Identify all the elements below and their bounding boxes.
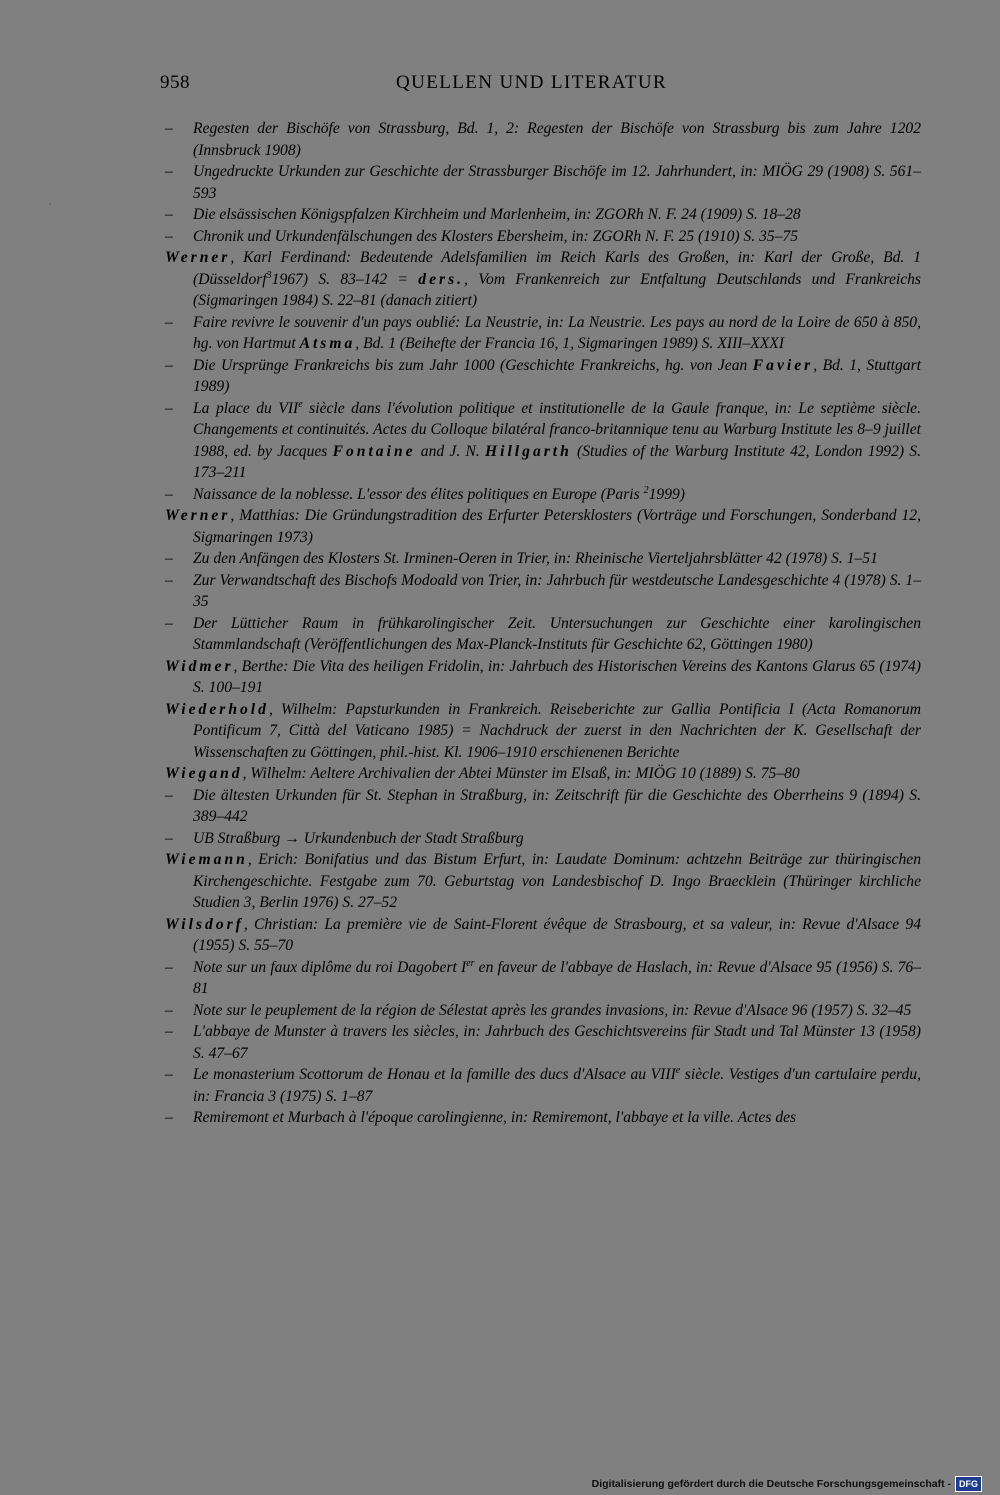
author-name: Hillgarth xyxy=(485,442,572,460)
dash-bullet: – xyxy=(165,1001,173,1019)
bib-entry-continuation xyxy=(165,828,921,850)
scan-speck xyxy=(49,203,51,205)
entry-text: Die elsässischen Königspfalzen Kirchheim und Marlenheim, in: ZGORh N. F. 24 (1909) S. 18–28 xyxy=(193,206,801,223)
entry-text: 1967) S. 83–142 = xyxy=(271,270,419,288)
bib-entry-continuation xyxy=(165,1107,921,1129)
dash-bullet: – xyxy=(165,571,173,589)
dash-bullet: – xyxy=(165,1066,173,1083)
dash-bullet: – xyxy=(165,1023,173,1040)
entry-text: Zur Verwandtschaft des Bischofs Modoald von Trier, in: Jahrbuch für westdeutsche Landesgeschichte 4 (1978) S. 1–35 xyxy=(193,571,921,610)
entry-text: Le monasterium Scottorum de Honau et la famille des ducs d'Alsace au VIII xyxy=(193,1066,676,1083)
entry-text: La place du VII xyxy=(193,399,299,417)
entry-text: Chronik und Urkundenfälschungen des Klosters Ebersheim, in: ZGORh N. F. 25 (1910) S. 35–75 xyxy=(193,227,799,245)
dash-bullet: – xyxy=(165,614,173,632)
entry-text: , Vom Frankenreich zur Entfaltung Deutschlands und Frankreichs (Sigmaringen 1984) S. 22–81 (danach zitiert) xyxy=(193,270,921,309)
entry-text: siècle. Vestiges d'un cartulaire perdu, in: Francia 3 (1975) S. 1–87 xyxy=(193,1066,921,1105)
entry-text: , Erich: Bonifatius und das Bistum Erfurt, in: Laudate Dominum: achtzehn Beiträge zur thüringischen Kirchengeschichte. Festgabe zum 70. Geburtstag von Landesbischof D. Ingo Braecklein (Thüringer kirchliche Studien 3, Berlin 1976) S. 27–52 xyxy=(193,851,921,911)
dash-bullet: – xyxy=(165,1109,173,1126)
dash-bullet: – xyxy=(165,163,173,180)
entry-text: , Matthias: Die Gründungstradition des Erfurter Petersklosters (Vorträge und Forschungen, Sonderband 12, Sigmaringen 1973) xyxy=(193,507,921,546)
author-name: Wiemann xyxy=(165,851,248,868)
entry-text: Der Lütticher Raum in frühkarolingischer Zeit. Untersuchungen zur Geschichte einer karolingischen Stammlandschaft (Veröffentlichungen des Max-Planck-Instituts für Geschichte 62, Göttingen 1980) xyxy=(193,614,921,653)
page-number: 958 xyxy=(160,72,190,93)
author-name: Wiegand xyxy=(165,765,243,782)
entry-text: Note sur un faux diplôme du roi Dagobert I xyxy=(193,958,467,976)
superscript: 2 xyxy=(643,484,649,496)
dash-bullet: – xyxy=(165,120,173,137)
entry-text: 1999) xyxy=(648,485,685,503)
running-head: QUELLEN UND LITERATUR xyxy=(396,72,668,93)
bib-entry-continuation xyxy=(165,785,921,828)
author-name: Wilsdorf xyxy=(165,915,244,933)
author-name: Atsma xyxy=(299,335,356,352)
bib-entry-author xyxy=(165,699,921,764)
bib-entry-continuation xyxy=(165,226,921,248)
entry-text: and J. N. xyxy=(415,442,486,460)
bib-entry-author xyxy=(165,763,921,785)
superscript: e xyxy=(298,398,303,410)
entry-text: (Studies of the Warburg Institute 42, London 1992) S. 173–211 xyxy=(193,442,922,481)
footer-text: Digitalisierung gefördert durch die Deutsche Forschungsgemeinschaft - xyxy=(591,1478,951,1490)
author-name: Wiederhold xyxy=(165,700,269,718)
author-name: Werner xyxy=(165,507,231,524)
dash-bullet: – xyxy=(165,313,173,331)
dash-bullet: – xyxy=(165,958,173,976)
entry-text: Note sur le peuplement de la région de Sélestat après les grandes invasions, in: Revue d'Alsace 96 (1957) S. 32–45 xyxy=(193,1001,912,1019)
author-name: Fontaine xyxy=(332,442,416,460)
entry-text: Remiremont et Murbach à l'époque carolingienne, in: Remiremont, l'abbaye et la ville. Actes des xyxy=(193,1109,797,1126)
entry-text: , Wilhelm: Papsturkunden in Frankreich. Reiseberichte zur Gallia Pontificia I (Acta Romanorum Pontificum 7, Città del Vaticano 1985) = Nachdruck der zuerst in den Nachrichten der K. Gesellschaft der Wissenschaften zu Göttingen, phil.-hist. Kl. 1906–1910 erschienenen Berichte xyxy=(193,700,921,761)
author-name: Widmer xyxy=(165,657,234,675)
bib-entry-continuation xyxy=(165,957,921,1000)
entry-text: en faveur de l'abbaye de Haslach, in: Revue d'Alsace 95 (1956) S. 76–81 xyxy=(193,958,921,997)
entry-text: Naissance de la noblesse. L'essor des élites politiques en Europe (Paris xyxy=(193,485,644,503)
bib-entry-continuation xyxy=(165,484,921,506)
entry-text: , Berthe: Die Vita des heiligen Fridolin, in: Jahrbuch des Historischen Vereins des Kantons Glarus 65 (1974) S. 100–191 xyxy=(193,657,921,696)
entry-text: siècle dans l'évolution politique et institutionelle de la Gaule franque, in: Le septième siècle. Changements et continuités. Actes du Colloque bilatéral franco-britannique tenu au Warburg Institute les 8–9 juillet 1988, ed. by Jacques xyxy=(193,399,921,460)
dfg-logo: DFG xyxy=(955,1476,982,1492)
dash-bullet: – xyxy=(165,356,173,374)
bib-entry-author xyxy=(165,505,921,548)
bib-entry-continuation xyxy=(165,355,921,398)
bib-entry-continuation xyxy=(165,312,921,355)
bib-entry-continuation xyxy=(165,204,921,226)
bib-entry-continuation xyxy=(165,398,921,484)
bib-entry-author xyxy=(165,247,921,312)
entry-text: L'abbaye de Munster à travers les siècles, in: Jahrbuch des Geschichtsvereins für Stadt und Tal Münster 13 (1958) S. 47–67 xyxy=(193,1023,921,1062)
bib-entry-continuation xyxy=(165,1021,921,1064)
superscript: 3 xyxy=(266,269,272,281)
author-name: Favier xyxy=(752,356,814,374)
bib-entry-author xyxy=(165,656,921,699)
dash-bullet: – xyxy=(165,829,173,847)
dash-bullet: – xyxy=(165,485,173,503)
entry-text: Die Ursprünge Frankreichs bis zum Jahr 1000 (Geschichte Frankreichs, hg. von Jean xyxy=(193,356,753,374)
bib-entry-continuation xyxy=(165,548,921,570)
dash-bullet: – xyxy=(165,550,173,567)
entry-text: , Wilhelm: Aeltere Archivalien der Abtei Münster im Elsaß, in: MIÖG 10 (1889) S. 75–80 xyxy=(242,765,800,782)
dash-bullet: – xyxy=(165,399,173,417)
entry-text: UB Straßburg → Urkundenbuch der Stadt Straßburg xyxy=(193,829,524,847)
bib-entry-author xyxy=(165,849,921,914)
bib-entry-continuation xyxy=(165,1000,921,1022)
entry-text: , Bd. 1 (Beihefte der Francia 16, 1, Sigmaringen 1989) S. XIII–XXXI xyxy=(355,335,785,352)
dash-bullet: – xyxy=(165,206,173,223)
entry-text: , Bd. 1, Stuttgart 1989) xyxy=(193,356,921,395)
bib-entry-continuation xyxy=(165,161,921,204)
entry-text: , Karl Ferdinand: Bedeutende Adelsfamilien im Reich Karls des Großen, in: Karl der Große, Bd. 1 (Düsseldorf xyxy=(193,249,921,288)
bib-entry-continuation xyxy=(165,613,921,656)
digitization-footer xyxy=(592,1476,982,1492)
entry-text: Die ältesten Urkunden für St. Stephan in Straßburg, in: Zeitschrift für die Geschichte des Oberrheins 9 (1894) S. 389–442 xyxy=(193,786,921,825)
author-name: ders. xyxy=(418,270,465,288)
bibliography-list xyxy=(165,118,921,1129)
superscript: e xyxy=(675,1064,681,1076)
author-name: Werner xyxy=(165,249,231,266)
bib-entry-continuation xyxy=(165,118,921,161)
bib-entry-continuation xyxy=(165,1064,921,1107)
bib-entry-author xyxy=(165,914,921,957)
entry-text: Regesten der Bischöfe von Strassburg, Bd. 1, 2: Regesten der Bischöfe von Strassburg bis zum Jahre 1202 (Innsbruck 1908) xyxy=(193,120,921,159)
entry-text: Faire revivre le souvenir d'un pays oublié: La Neustrie, in: La Neustrie. Les pays au nord de la Loire de 650 à 850, hg. von Hartmut xyxy=(193,313,921,352)
entry-text: Zu den Anfängen des Klosters St. Irminen-Oeren in Trier, in: Rheinische Vierteljahrsblätter 42 (1978) S. 1–51 xyxy=(193,550,878,567)
dash-bullet: – xyxy=(165,227,173,245)
entry-text: , Christian: La première vie de Saint-Florent évêque de Strasbourg, et sa valeur, in: Revue d'Alsace 94 (1955) S. 55–70 xyxy=(193,915,921,954)
dash-bullet: – xyxy=(165,786,173,804)
entry-text: Ungedruckte Urkunden zur Geschichte der Strassburger Bischöfe im 12. Jahrhundert, in: MIÖG 29 (1908) S. 561–593 xyxy=(193,163,921,202)
superscript: er xyxy=(466,957,475,969)
bib-entry-continuation xyxy=(165,570,921,613)
